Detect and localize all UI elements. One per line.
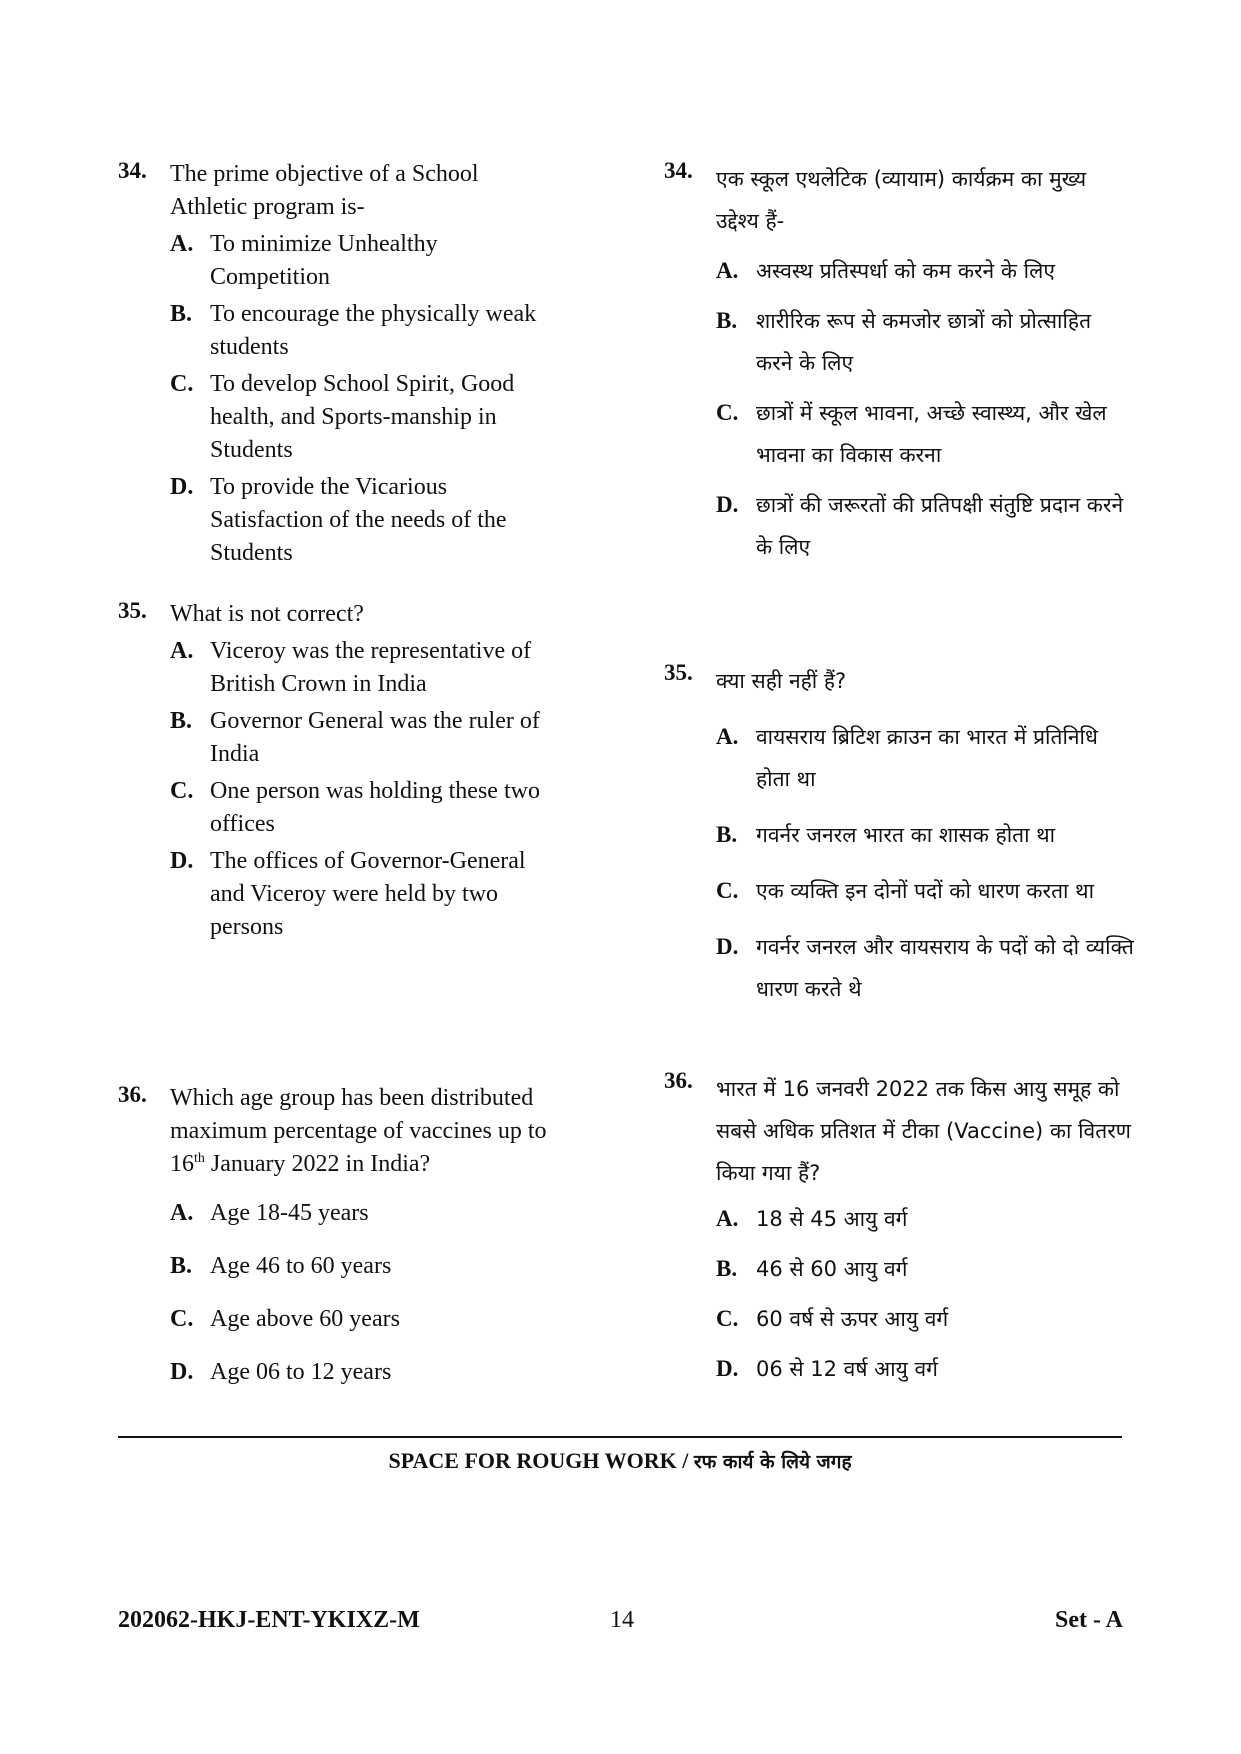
option-label: A. <box>716 1206 739 1231</box>
option-d <box>716 1348 1134 1390</box>
question-35-hi <box>664 660 1134 1010</box>
option-text: To develop School Spirit, Good health, and Sports-manship in Students <box>210 371 515 463</box>
option-text: Viceroy was the representative of British Crown in India <box>210 638 532 697</box>
question-number: 35. <box>664 660 693 685</box>
option-label: D. <box>170 474 194 500</box>
option-text: अस्वस्थ प्रतिस्पर्धा को कम करने के लिए <box>756 259 1055 283</box>
question-34-hi <box>664 158 1134 568</box>
set-label: Set - A <box>1055 1607 1123 1633</box>
question-36-hi <box>664 1068 1134 1390</box>
option-label: A. <box>170 638 194 664</box>
option-b <box>170 1250 548 1283</box>
option-a <box>170 635 548 701</box>
ordinal-suffix: th <box>194 1151 205 1166</box>
question-stem: एक स्कूल एथलेटिक (व्यायाम) कार्यक्रम का मुख्य उद्देश्य हैं- <box>716 167 1087 233</box>
option-text: To encourage the physically weak students <box>210 301 537 360</box>
question-36-en <box>118 1082 548 1389</box>
question-number: 36. <box>664 1068 693 1093</box>
question-number: 36. <box>118 1082 147 1107</box>
option-label: B. <box>170 1253 193 1279</box>
option-text: वायसराय ब्रिटिश क्राउन का भारत में प्रतिनिधि होता था <box>756 725 1098 791</box>
question-stem: क्या सही नहीं हैं? <box>716 669 847 693</box>
option-text: One person was holding these two offices <box>210 778 540 837</box>
option-a <box>716 250 1134 292</box>
option-b <box>170 705 548 771</box>
question-stem: भारत में 16 जनवरी 2022 तक किस आयु समूह को सबसे अधिक प्रतिशत में टीका (Vaccine) का वितरण किया गया हैं? <box>716 1077 1131 1185</box>
paper-code: 202062-HKJ-ENT-YKIXZ-M <box>118 1607 420 1633</box>
option-a <box>170 228 548 294</box>
option-label: B. <box>170 708 193 734</box>
option-a <box>170 1197 548 1230</box>
option-text: गवर्नर जनरल भारत का शासक होता था <box>756 823 1056 847</box>
option-label: A. <box>170 231 194 257</box>
option-text: Age above 60 years <box>210 1306 400 1332</box>
option-d <box>716 926 1134 1010</box>
option-text: Age 46 to 60 years <box>210 1253 392 1279</box>
option-label: B. <box>716 1256 738 1281</box>
option-label: C. <box>170 371 194 397</box>
option-text: The offices of Governor-General and Viceroy were held by two persons <box>210 848 526 940</box>
divider <box>118 1436 1122 1438</box>
option-b <box>716 1248 1134 1290</box>
option-label: C. <box>170 778 194 804</box>
option-label: D. <box>716 1356 739 1381</box>
option-label: C. <box>716 1306 739 1331</box>
question-stem <box>170 1082 548 1181</box>
option-text: शारीरिक रूप से कमजोर छात्रों को प्रोत्साहित करने के लिए <box>756 309 1092 375</box>
question-number: 34. <box>118 158 147 183</box>
page-number: 14 <box>610 1607 634 1633</box>
option-label: A. <box>170 1200 194 1226</box>
stem-text: January 2022 in India? <box>204 1151 431 1177</box>
option-d <box>170 1356 548 1389</box>
option-label: B. <box>170 301 193 327</box>
option-text: 46 से 60 आयु वर्ग <box>756 1257 908 1281</box>
option-c <box>170 775 548 841</box>
rough-work-heading <box>118 1448 1122 1474</box>
option-text: To provide the Vicarious Satisfaction of the needs of the Students <box>210 474 507 566</box>
option-b <box>170 298 548 364</box>
option-label: B. <box>716 308 738 333</box>
option-text: एक व्यक्ति इन दोनों पदों को धारण करता था <box>756 879 1095 903</box>
option-text: 60 वर्ष से ऊपर आयु वर्ग <box>756 1307 949 1331</box>
option-text: 06 से 12 वर्ष आयु वर्ग <box>756 1357 938 1381</box>
option-a <box>716 716 1134 800</box>
option-d <box>716 484 1134 568</box>
stem-text: Which age group has been distributed maximum percentage of vaccines up to 16 <box>170 1085 547 1177</box>
option-d <box>170 845 548 944</box>
option-b <box>716 300 1134 384</box>
option-label: D. <box>716 492 739 517</box>
option-c <box>170 1303 548 1336</box>
option-text: To minimize Unhealthy Competition <box>210 231 438 290</box>
option-c <box>170 368 548 467</box>
option-d <box>170 471 548 570</box>
option-label: D. <box>716 934 739 959</box>
option-label: A. <box>716 258 739 283</box>
option-text: Age 06 to 12 years <box>210 1359 392 1385</box>
question-34-en <box>118 158 548 570</box>
option-text: छात्रों की जरूरतों की प्रतिपक्षी संतुष्टि प्रदान करने के लिए <box>756 493 1124 559</box>
option-label: D. <box>170 848 194 874</box>
option-a <box>716 1198 1134 1240</box>
option-b <box>716 814 1134 856</box>
option-c <box>716 392 1134 476</box>
option-c <box>716 870 1134 912</box>
option-label: C. <box>716 400 739 425</box>
question-number: 35. <box>118 598 147 623</box>
question-35-en <box>118 598 548 944</box>
rough-work-english: SPACE FOR ROUGH WORK / <box>388 1448 694 1473</box>
question-stem: The prime objective of a School Athletic program is- <box>170 161 479 220</box>
option-text: Governor General was the ruler of India <box>210 708 540 767</box>
option-text: छात्रों में स्कूल भावना, अच्छे स्वास्थ्य, और खेल भावना का विकास करना <box>756 401 1107 467</box>
option-c <box>716 1298 1134 1340</box>
option-text: गवर्नर जनरल और वायसराय के पदों को दो व्यक्ति धारण करते थे <box>756 935 1134 1001</box>
option-label: B. <box>716 822 738 847</box>
option-label: D. <box>170 1359 194 1385</box>
question-number: 34. <box>664 158 693 183</box>
rough-work-hindi: रफ कार्य के लिये जगह <box>693 1451 852 1473</box>
option-text: Age 18-45 years <box>210 1200 369 1226</box>
option-label: C. <box>716 878 739 903</box>
option-label: A. <box>716 724 739 749</box>
option-text: 18 से 45 आयु वर्ग <box>756 1207 908 1231</box>
option-label: C. <box>170 1306 194 1332</box>
question-stem: What is not correct? <box>170 601 364 627</box>
